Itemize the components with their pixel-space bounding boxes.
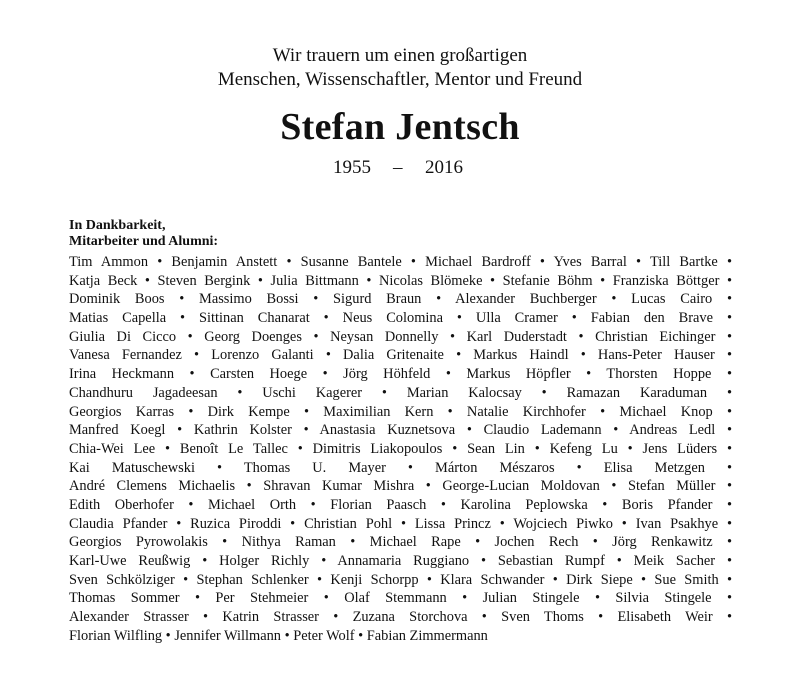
signatories-line: Thomas Sommer • Per Stehmeier • Olaf Stemmann • Julian Stingele • Silvia Stingele •: [69, 590, 732, 607]
death-year: 2016: [425, 157, 463, 178]
signatories-line: Vanesa Fernandez • Lorenzo Galanti • Dalia Gritenaite • Markus Haindl • Hans-Peter Hauser •: [69, 347, 732, 364]
birth-year: 1955: [333, 157, 371, 178]
signatories-line: André Clemens Michaelis • Shravan Kumar Mishra • George-Lucian Moldovan • Stefan Müller •: [69, 478, 732, 495]
deceased-name: Stefan Jentsch: [280, 106, 520, 148]
life-dates: [0, 155, 800, 181]
signatories-heading-line-1: In Dankbarkeit,: [69, 218, 166, 233]
signatories-line: Edith Oberhofer • Michael Orth • Florian Paasch • Karolina Peplowska • Boris Pfander •: [69, 496, 732, 513]
signatories-line: Alexander Strasser • Katrin Strasser • Zuzana Storchova • Sven Thoms • Elisabeth Weir •: [69, 609, 732, 626]
signatories-line: Florian Wilfling • Jennifer Willmann • Peter Wolf • Fabian Zimmermann: [69, 627, 488, 644]
signatories-line: Matias Capella • Sittinan Chanarat • Neus Colomina • Ulla Cramer • Fabian den Brave •: [69, 310, 732, 327]
signatories-list: [69, 253, 732, 645]
signatories-line: Claudia Pfander • Ruzica Piroddi • Christian Pohl • Lissa Princz • Wojciech Piwko • Ivan Psakhye •: [69, 515, 732, 532]
signatories-line: Giulia Di Cicco • Georg Doenges • Neysan Donnelly • Karl Duderstadt • Christian Eichinger •: [69, 328, 732, 345]
signatories-line: Tim Ammon • Benjamin Anstett • Susanne Bantele • Michael Bardroff • Yves Barral • Till Bartke •: [69, 254, 732, 270]
signatories-line: Georgios Pyrowolakis • Nithya Raman • Michael Rape • Jochen Rech • Jörg Renkawitz •: [69, 534, 732, 551]
signatories-line: Sven Schkölziger • Stephan Schlenker • Kenji Schorpp • Klara Schwander • Dirk Siepe • Sue Smith •: [69, 571, 732, 588]
signatories-line: Katja Beck • Steven Bergink • Julia Bittmann • Nicolas Blömeke • Stefanie Böhm • Franziska Böttger •: [69, 272, 732, 289]
signatories-line: Manfred Koegl • Kathrin Kolster • Anastasia Kuznetsova • Claudio Lademann • Andreas Ledl •: [69, 422, 732, 439]
date-dash: –: [393, 157, 403, 178]
signatories-heading-line-2: Mitarbeiter und Alumni:: [69, 234, 219, 249]
signatories-line: Karl-Uwe Reußwig • Holger Richly • Annamaria Ruggiano • Sebastian Rumpf • Meik Sacher •: [69, 553, 732, 569]
signatories-line: Chandhuru Jagadeesan • Uschi Kagerer • Marian Kalocsay • Ramazan Karaduman •: [69, 384, 732, 401]
signatories-line: Georgios Karras • Dirk Kempe • Maximilian Kern • Natalie Kirchhofer • Michael Knop •: [69, 403, 732, 420]
signatories-line: Irina Heckmann • Carsten Hoege • Jörg Höhfeld • Markus Höpfler • Thorsten Hoppe •: [69, 366, 732, 383]
signatories-line: Kai Matuschewski • Thomas U. Mayer • Márton Mészaros • Elisa Metzgen •: [69, 459, 732, 476]
intro-line-2: Menschen, Wissenschaftler, Mentor und Freund: [217, 69, 583, 90]
signatories-line: Dominik Boos • Massimo Bossi • Sigurd Braun • Alexander Buchberger • Lucas Cairo •: [69, 291, 732, 308]
intro-line-1: Wir trauern um einen großartigen: [272, 45, 528, 66]
signatories-line: Chia-Wei Lee • Benoît Le Tallec • Dimitris Liakopoulos • Sean Lin • Kefeng Lu • Jens Lüders •: [69, 440, 732, 457]
